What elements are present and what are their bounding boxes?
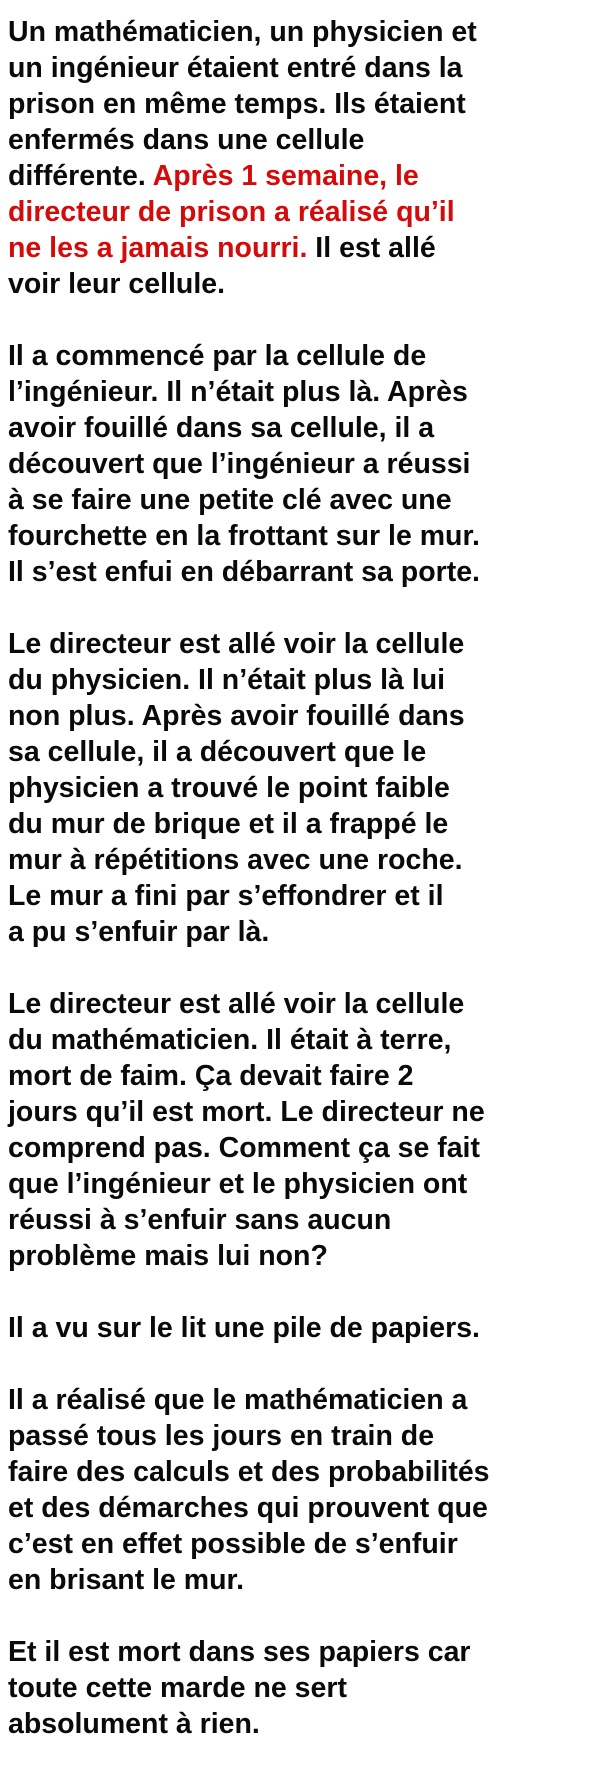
- text-line: problème mais lui non?: [8, 1240, 328, 1272]
- text-line: prison en même temps. Ils étaient: [8, 88, 466, 120]
- text-line: l’ingénieur. Il n’était plus là. Après: [8, 376, 468, 408]
- highlighted-text: Après 1 semaine, le: [152, 160, 419, 192]
- text-line: du mur de brique et il a frappé le: [8, 808, 449, 840]
- text-line: en brisant le mur.: [8, 1564, 244, 1596]
- text-line: toute cette marde ne sert: [8, 1672, 347, 1704]
- text-line: Le mur a fini par s’effondrer et il: [8, 880, 444, 912]
- text-line: voir leur cellule.: [8, 268, 226, 300]
- text-line: enfermés dans une cellule: [8, 124, 365, 156]
- text-line: Un mathématicien, un physicien et: [8, 16, 477, 48]
- text-line: Le directeur est allé voir la cellule: [8, 628, 465, 660]
- highlighted-text: ne les a jamais nourri.: [8, 232, 308, 264]
- text-line: passé tous les jours en train de: [8, 1420, 435, 1452]
- text-line: avoir fouillé dans sa cellule, il a: [8, 412, 435, 444]
- text-line: que l’ingénieur et le physicien ont: [8, 1168, 468, 1200]
- text-line: absolument à rien.: [8, 1708, 260, 1740]
- text-line: Et il est mort dans ses papiers car: [8, 1636, 471, 1668]
- paragraph-engineer: [8, 338, 596, 590]
- text-line: jours qu’il est mort. Le directeur ne: [8, 1096, 485, 1128]
- text-line: sa cellule, il a découvert que le: [8, 736, 427, 768]
- text-line: Il a vu sur le lit une pile de papiers.: [8, 1312, 480, 1344]
- paragraph-physicist: [8, 626, 596, 950]
- text-line: Il s’est enfui en débarrant sa porte.: [8, 556, 480, 588]
- text-line: c’est en effet possible de s’enfuir: [8, 1528, 458, 1560]
- text-line: physicien a trouvé le point faible: [8, 772, 450, 804]
- text-line: [8, 158, 596, 194]
- text-line: Il a réalisé que le mathématicien a: [8, 1384, 468, 1416]
- text-line: Le directeur est allé voir la cellule: [8, 988, 465, 1020]
- text-line: non plus. Après avoir fouillé dans: [8, 700, 465, 732]
- text-line: réussi à s’enfuir sans aucun: [8, 1204, 392, 1236]
- text-line: mort de faim. Ça devait faire 2: [8, 1060, 414, 1092]
- text-line: du physicien. Il n’était plus là lui: [8, 664, 446, 696]
- text-segment: différente.: [8, 160, 153, 192]
- text-line: à se faire une petite clé avec une: [8, 484, 452, 516]
- text-segment: Il est allé: [307, 232, 436, 264]
- text-line: mur à répétitions avec une roche.: [8, 844, 463, 876]
- text-line: et des démarches qui prouvent que: [8, 1492, 488, 1524]
- paragraph-intro: [8, 14, 596, 302]
- text-line: a pu s’enfuir par là.: [8, 916, 270, 948]
- text-line: comprend pas. Comment ça se fait: [8, 1132, 480, 1164]
- paragraph-mathematician: [8, 986, 596, 1274]
- text-line: découvert que l’ingénieur a réussi: [8, 448, 471, 480]
- paragraph-calculations: [8, 1382, 596, 1598]
- highlighted-text: directeur de prison a réalisé qu’il: [8, 196, 455, 228]
- text-line: fourchette en la frottant sur le mur.: [8, 520, 480, 552]
- paragraph-papers: [8, 1310, 596, 1346]
- paragraph-punchline: [8, 1634, 596, 1742]
- text-line: [8, 230, 596, 266]
- text-line: Il a commencé par la cellule de: [8, 340, 427, 372]
- text-line: un ingénieur étaient entré dans la: [8, 52, 463, 84]
- text-line: faire des calculs et des probabilités: [8, 1456, 490, 1488]
- text-line: du mathématicien. Il était à terre,: [8, 1024, 452, 1056]
- story-text: [8, 14, 596, 1778]
